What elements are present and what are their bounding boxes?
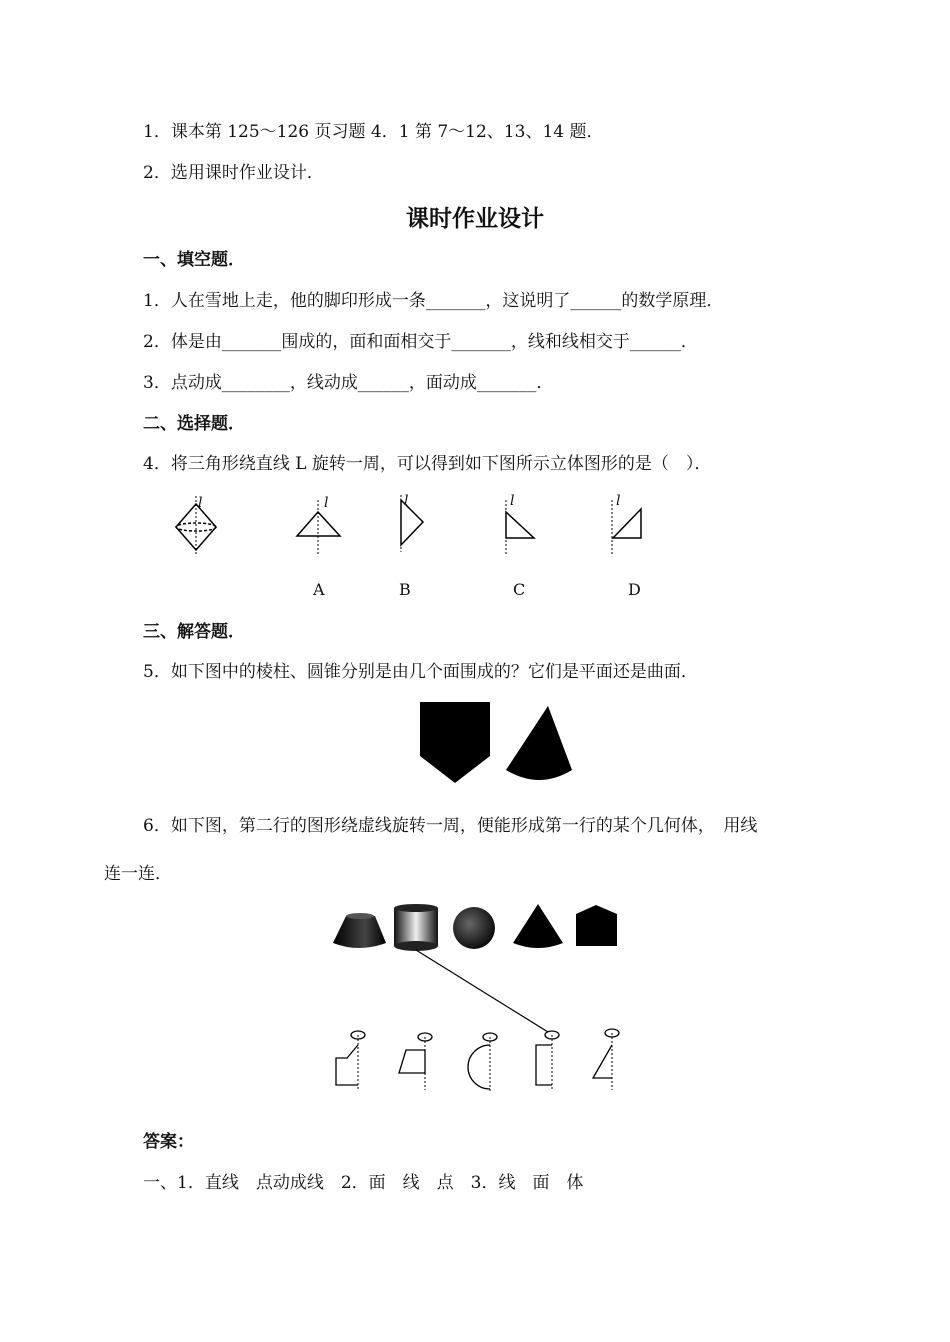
cylinder-solid xyxy=(394,904,438,951)
section3-heading: 三、解答题． xyxy=(143,622,245,642)
option-c-label: C xyxy=(513,580,526,599)
rotation-figure-1 xyxy=(336,1031,365,1090)
axis-label: l xyxy=(510,493,515,509)
axis-label: l xyxy=(324,495,329,511)
intro-item-2: 2．选用课时作业设计． xyxy=(143,163,324,183)
double-cone-figure xyxy=(176,496,216,556)
option-d-label: D xyxy=(628,580,641,599)
option-b-label: B xyxy=(399,580,411,599)
intro-item-1: 1．课本第 125～126 页习题 4．1 第 7～12、13、14 题． xyxy=(143,122,604,142)
question-2: 2．体是由_______围成的，面和面相交于_______，线和线相交于______． xyxy=(143,332,698,352)
question-3: 3．点动成________，线动成______，面动成_______． xyxy=(143,373,554,393)
option-a-label: A xyxy=(313,580,325,599)
answers-heading: 答案： xyxy=(143,1132,194,1152)
pentagon-solid xyxy=(576,905,617,946)
prism-figure xyxy=(420,702,490,783)
question-1: 1．人在雪地上走，他的脚印形成一条_______，这说明了______的数学原理． xyxy=(143,291,724,311)
rotation-figure-5 xyxy=(593,1029,619,1090)
section2-heading: 二、选择题． xyxy=(143,414,245,434)
section1-heading: 一、填空题． xyxy=(143,250,245,270)
option-a-figure xyxy=(297,500,340,555)
axis-label: l xyxy=(198,495,203,511)
cone-figure xyxy=(506,706,572,780)
question-5: 5．如下图中的棱柱、圆锥分别是由几个面围成的？它们是平面还是曲面． xyxy=(143,662,698,682)
answers-line-1: 一、1．直线 点动成线 2．面 线 点 3．线 面 体 xyxy=(143,1173,584,1193)
question-4: 4．将三角形绕直线 L 旋转一周，可以得到如下图所示立体图形的是（ ）． xyxy=(143,454,712,474)
rotation-figure-3 xyxy=(468,1033,497,1092)
cone-solid xyxy=(513,904,563,948)
question-6-line-1: 6．如下图，第二行的图形绕虚线旋转一周，便能形成第一行的某个几何体， 用线 xyxy=(143,816,758,836)
rotation-figure-2 xyxy=(399,1033,432,1090)
question-6-line-2: 连一连． xyxy=(104,864,172,884)
sphere-solid xyxy=(453,907,495,949)
rotation-figure-4 xyxy=(536,1031,559,1090)
page-title: 课时作业设计 xyxy=(406,206,544,232)
connection-line xyxy=(416,950,548,1032)
axis-label: l xyxy=(404,493,409,509)
axis-label: l xyxy=(616,493,621,509)
frustum-solid xyxy=(333,913,386,948)
